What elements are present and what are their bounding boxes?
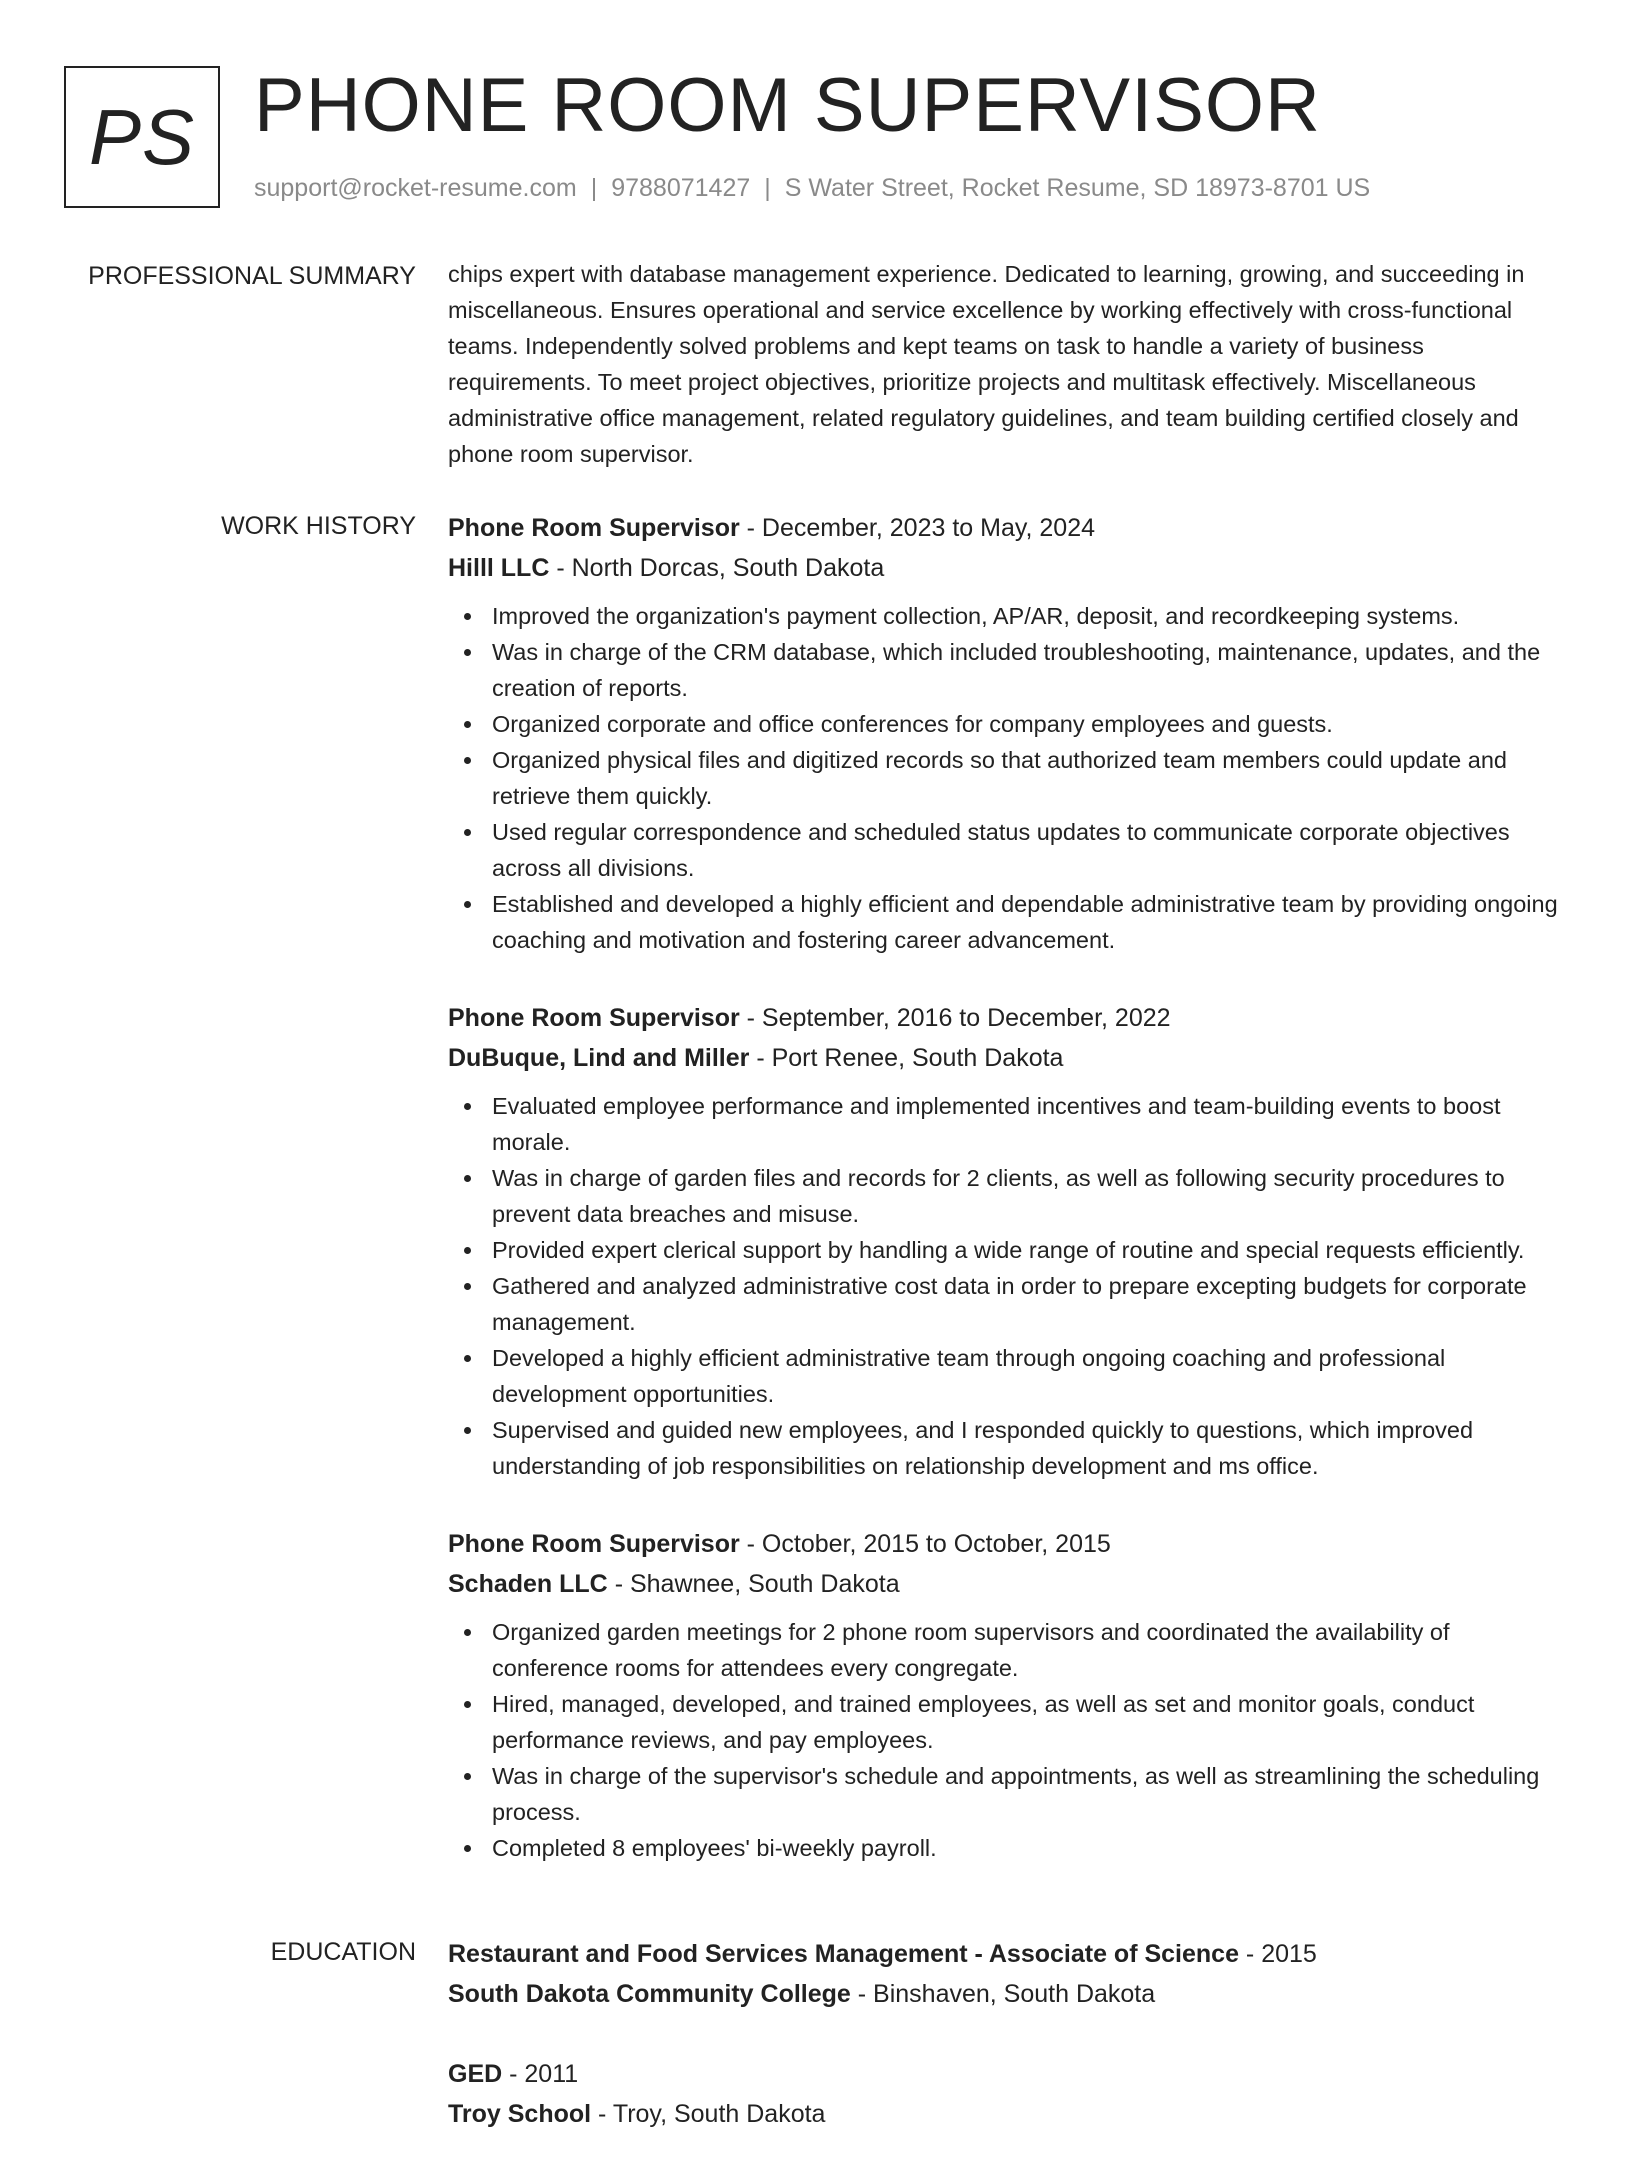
list-item [448,1686,1560,1758]
education-year: - 2011 [502,2060,579,2088]
contact-phone[interactable]: 9788071427 [611,174,751,202]
job-bullets [448,598,1560,958]
bullet-icon [464,1247,471,1254]
job-company: DuBuque, Lind and Miller [448,1044,750,1072]
education-location: - Binshaven, South Dakota [850,1980,1156,2008]
bullet-icon [464,1427,471,1434]
job-dates: - December, 2023 to May, 2024 [739,514,1096,542]
summary-label: PROFESSIONAL SUMMARY [88,262,416,290]
bullet-icon [464,1175,471,1182]
bullet-text: Used regular correspondence and scheduled status updates to communicate corporate objectives across all divisions. [492,819,1510,881]
list-item [448,1340,1560,1412]
job-company: Schaden LLC [448,1570,608,1598]
bullet-text: Was in charge of garden files and records for 2 clients, as well as following security procedures to prevent data breaches and misuse. [492,1165,1505,1227]
bullet-icon [464,1283,471,1290]
education-school: Troy School [448,2100,592,2128]
summary-text: chips expert with database management experience. Dedicated to learning, growing, and succeeding in miscellaneous. Ensures operational and service excellence by working effectively with cross-functional teams. Independently solved problems and kept teams on task to handle a variety of business requirements. To meet project objectives, prioritize projects and multitask effectively. Miscellaneous administrative office management, related regulatory guidelines, and team building certified closely and phone room supervisor. [448,261,1525,467]
bullet-icon [464,613,471,620]
list-item [448,742,1560,814]
bullet-icon [464,1629,471,1636]
list-item [448,1160,1560,1232]
summary-body [448,262,1560,472]
job-location: - Shawnee, South Dakota [607,1570,900,1598]
job-entry [448,508,1560,958]
work-history-body [448,508,1560,1906]
bullet-icon [464,1355,471,1362]
list-item [448,706,1560,742]
job-location: - Port Renee, South Dakota [749,1044,1064,1072]
bullet-icon [464,1103,471,1110]
contact-email[interactable]: support@rocket-resume.com [254,174,577,202]
bullet-text: Organized corporate and office conferences for company employees and guests. [492,711,1333,737]
list-item [448,1232,1560,1268]
list-item [448,1758,1560,1830]
bullet-icon [464,757,471,764]
bullet-icon [464,901,471,908]
bullet-text: Supervised and guided new employees, and I responded quickly to questions, which improved understanding of job responsibilities on relationship development and ms office. [492,1417,1474,1479]
contact-separator: | [764,174,771,202]
bullet-text: Was in charge of the CRM database, which included troubleshooting, maintenance, updates, and the creation of reports. [492,639,1541,701]
job-company-line [448,548,1560,588]
list-item [448,1268,1560,1340]
education-school-line [448,1974,1560,2014]
education-degree-line [448,1934,1560,1974]
list-item [448,598,1560,634]
job-title-line [448,1524,1560,1564]
education-degree-line [448,2054,1560,2094]
job-dates: - September, 2016 to December, 2022 [739,1004,1171,1032]
bullet-icon [464,1701,471,1708]
bullet-icon [464,829,471,836]
bullet-text: Organized physical files and digitized records so that authorized team members could update and retrieve them quickly. [492,747,1507,809]
bullet-text: Organized garden meetings for 2 phone room supervisors and coordinated the availability of conference rooms for attendees every congregate. [492,1619,1450,1681]
job-location: - North Dorcas, South Dakota [549,554,885,582]
education-label: EDUCATION [270,1938,416,1966]
bullet-text: Gathered and analyzed administrative cost data in order to prepare excepting budgets for corporate management. [492,1273,1527,1335]
job-bullets [448,1088,1560,1484]
job-title: Phone Room Supervisor [448,1530,740,1558]
education-degree: Restaurant and Food Services Management - Associate of Science [448,1940,1239,1968]
education-body [448,1934,1560,2174]
bullet-icon [464,1773,471,1780]
list-item [448,1614,1560,1686]
job-dates: - October, 2015 to October, 2015 [739,1530,1111,1558]
job-title-line [448,998,1560,1038]
bullet-text: Improved the organization's payment collection, AP/AR, deposit, and recordkeeping systems. [492,603,1460,629]
job-bullets [448,1614,1560,1866]
bullet-text: Developed a highly efficient administrative team through ongoing coaching and professional development opportunities. [492,1345,1446,1407]
education-location: - Troy, South Dakota [591,2100,826,2128]
monogram-badge: PS [64,66,220,208]
bullet-text: Provided expert clerical support by handling a wide range of routine and special requests efficiently. [492,1237,1525,1263]
bullet-text: Evaluated employee performance and implemented incentives and team-building events to boost morale. [492,1093,1501,1155]
education-school-line [448,2094,1560,2134]
page-title: PHONE ROOM SUPERVISOR [254,63,1321,148]
contact-address: S Water Street, Rocket Resume, SD 18973-8701 US [784,174,1371,202]
job-company: Hilll LLC [448,554,550,582]
bullet-icon [464,721,471,728]
list-item [448,1088,1560,1160]
bullet-icon [464,649,471,656]
list-item [448,886,1560,958]
list-item [448,814,1560,886]
bullet-text: Completed 8 employees' bi-weekly payroll. [492,1835,937,1861]
job-company-line [448,1564,1560,1604]
education-entry [448,2054,1560,2134]
job-entry [448,1524,1560,1866]
job-title: Phone Room Supervisor [448,1004,740,1032]
job-title-line [448,508,1560,548]
list-item [448,634,1560,706]
bullet-text: Was in charge of the supervisor's schedule and appointments, as well as streamlining the scheduling process. [492,1763,1540,1825]
bullet-text: Hired, managed, developed, and trained employees, as well as set and monitor goals, conduct performance reviews, and pay employees. [492,1691,1475,1753]
resume-header [64,63,1564,210]
bullet-text: Established and developed a highly efficient and dependable administrative team by providing ongoing coaching and motivation and fostering career advancement. [492,891,1558,953]
work-history-label: WORK HISTORY [221,512,416,540]
education-year: - 2015 [1238,1940,1317,1968]
education-school: South Dakota Community College [448,1980,851,2008]
list-item [448,1830,1560,1866]
bullet-icon [464,1845,471,1852]
job-entry [448,998,1560,1484]
contact-separator: | [590,174,598,202]
education-entry [448,1934,1560,2014]
list-item [448,1412,1560,1484]
job-title: Phone Room Supervisor [448,514,740,542]
education-degree: GED [448,2060,503,2088]
contact-line [254,174,1370,203]
job-company-line [448,1038,1560,1078]
